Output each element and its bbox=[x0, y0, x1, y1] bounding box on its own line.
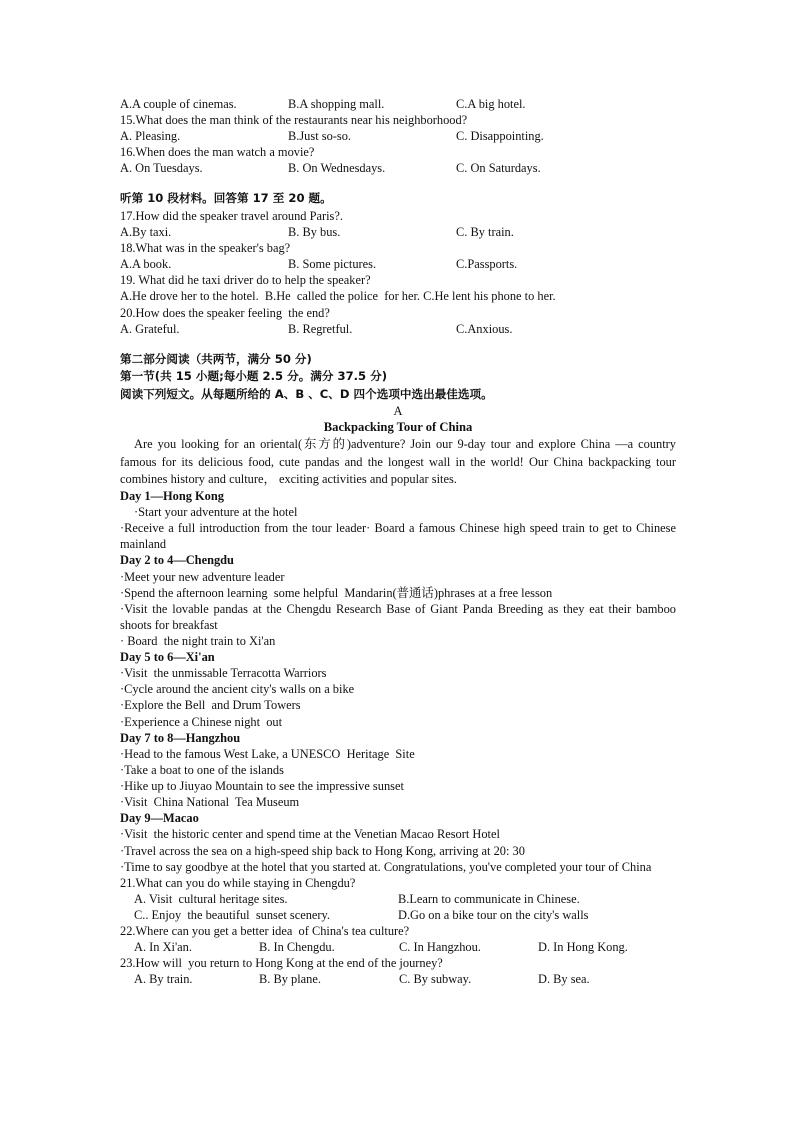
q14-option-a: A.A couple of cinemas. bbox=[120, 97, 237, 111]
q21-option-a: A. Visit cultural heritage sites. bbox=[134, 891, 288, 906]
q22-options bbox=[120, 939, 676, 955]
itinerary-item: ·Receive a full introduction from the tour leader· Board a famous Chinese high speed train to get to Chinese mainland bbox=[120, 521, 676, 552]
q22-option-c: C. In Hangzhou. bbox=[399, 940, 481, 955]
day-7-8-title: Day 7 to 8—Hangzhou bbox=[120, 730, 241, 745]
q20-options bbox=[120, 321, 676, 337]
passage-label: A bbox=[393, 404, 403, 419]
itinerary-item: ·Visit the lovable pandas at the Chengdu Research Base of Giant Panda Breeding as they eat their bamboo shoots for breakfast bbox=[120, 601, 676, 632]
passage-title: Backpacking Tour of China bbox=[323, 420, 473, 435]
q21-option-d: D.Go on a bike tour on the city's walls bbox=[398, 907, 589, 922]
q21-options-row2 bbox=[120, 907, 676, 923]
q19-stem: 19. What did he taxi driver do to help the speaker? bbox=[120, 273, 371, 288]
q16-option-c: C. On Saturdays. bbox=[456, 161, 541, 176]
itinerary-item: ·Start your adventure at the hotel bbox=[134, 505, 298, 520]
q22-stem: 22.Where can you get a better idea of China's tea culture? bbox=[120, 924, 410, 938]
itinerary-item: ·Spend the afternoon learning some helpful Mandarin(普通话)phrases at a free lesson bbox=[120, 585, 553, 600]
q20-option-c: C.Anxious. bbox=[456, 321, 513, 336]
q15-options bbox=[120, 128, 676, 144]
q20-option-b: B. Regretful. bbox=[288, 321, 353, 336]
q20-stem: 20.How does the speaker feeling the end? bbox=[120, 305, 330, 320]
reading-instructions: 阅读下列短文。从每题所给的 A、B 、C、D 四个选项中选出最佳选项。 bbox=[120, 386, 493, 401]
q23-stem: 23.How will you return to Hong Kong at the end of the journey? bbox=[120, 956, 443, 971]
q21-option-b: B.Learn to communicate in Chinese. bbox=[398, 891, 580, 906]
q22-option-a: A. In Xi'an. bbox=[134, 940, 192, 955]
q22-option-d: D. In Hong Kong. bbox=[538, 940, 628, 955]
itinerary-item: ·Take a boat to one of the islands bbox=[120, 762, 284, 777]
itinerary-item: ·Cycle around the ancient city's walls on a bike bbox=[120, 682, 355, 697]
q16-options bbox=[120, 160, 676, 176]
q16-option-a: A. On Tuesdays. bbox=[120, 161, 203, 176]
q16-stem: 16.When does the man watch a movie? bbox=[120, 145, 315, 160]
passage-intro: Are you looking for an oriental(东方的)adventure? Join our 9-day tour and explore China —a country famous for its delicious food, cute pandas and the longest wall in the world! Our China backpacking tour combines history and culture， exciting activities and popular sites. bbox=[120, 437, 676, 486]
q21-stem: 21.What can you do while staying in Chengdu? bbox=[120, 875, 356, 890]
q18-stem: 18.What was in the speaker's bag? bbox=[120, 241, 291, 256]
q15-stem: 15.What does the man think of the restaurants near his neighborhood? bbox=[120, 113, 468, 128]
q18-option-c: C.Passports. bbox=[456, 257, 518, 272]
itinerary-item: ·Visit China National Tea Museum bbox=[120, 795, 300, 810]
q18-options bbox=[120, 256, 676, 272]
q18-option-b: B. Some pictures. bbox=[288, 257, 377, 272]
q23-option-c: C. By subway. bbox=[399, 972, 472, 987]
itinerary-item: ·Travel across the sea on a high-speed ship back to Hong Kong, arriving at 20: 30 bbox=[120, 843, 525, 858]
itinerary-item: ·Meet your new adventure leader bbox=[120, 569, 285, 584]
q23-option-a: A. By train. bbox=[134, 972, 193, 987]
q14-option-b: B.A shopping mall. bbox=[288, 97, 385, 111]
day-1-title: Day 1—Hong Kong bbox=[120, 488, 224, 503]
q14-options bbox=[120, 96, 676, 112]
q17-option-c: C. By train. bbox=[456, 225, 514, 240]
itinerary-item: ·Head to the famous West Lake, a UNESCO Heritage Site bbox=[120, 746, 415, 761]
exam-page bbox=[120, 96, 676, 987]
day-9-title: Day 9—Macao bbox=[120, 811, 199, 826]
itinerary-item: ·Visit the unmissable Terracotta Warriors bbox=[120, 666, 327, 681]
q19-options: A.He drove her to the hotel. B.He called the police for her. C.He lent his phone to her. bbox=[120, 289, 556, 304]
q17-options bbox=[120, 224, 676, 240]
q16-option-b: B. On Wednesdays. bbox=[288, 161, 386, 176]
q14-option-c: C.A big hotel. bbox=[456, 97, 526, 111]
itinerary-item: ·Hike up to Jiuyao Mountain to see the impressive sunset bbox=[120, 779, 404, 794]
itinerary-item: · Board the night train to Xi'an bbox=[120, 633, 276, 648]
q18-option-a: A.A book. bbox=[120, 257, 172, 272]
q20-option-a: A. Grateful. bbox=[120, 321, 180, 336]
q17-stem: 17.How did the speaker travel around Paris?. bbox=[120, 208, 343, 223]
part2-heading: 第二部分阅读（共两节，满分 50 分) bbox=[120, 351, 312, 366]
q17-option-a: A.By taxi. bbox=[120, 225, 172, 240]
itinerary-item: ·Time to say goodbye at the hotel that you started at. Congratulations, you've completed your tour of China bbox=[120, 859, 652, 874]
q15-option-b: B.Just so-so. bbox=[288, 129, 351, 144]
section1-heading: 第一节(共 15 小题;每小题 2.5 分。满分 37.5 分) bbox=[120, 369, 388, 384]
q15-option-c: C. Disappointing. bbox=[456, 129, 544, 144]
day-2-4-title: Day 2 to 4—Chengdu bbox=[120, 553, 234, 568]
day-5-6-title: Day 5 to 6—Xi'an bbox=[120, 650, 215, 665]
q17-option-b: B. By bus. bbox=[288, 225, 341, 240]
itinerary-item: ·Explore the Bell and Drum Towers bbox=[120, 698, 301, 713]
q23-option-d: D. By sea. bbox=[538, 972, 590, 987]
q21-options-row1 bbox=[120, 891, 676, 907]
listening-10-heading: 听第 10 段材料。回答第 17 至 20 题。 bbox=[120, 191, 332, 206]
q23-option-b: B. By plane. bbox=[259, 972, 321, 987]
itinerary-item: ·Visit the historic center and spend time at the Venetian Macao Resort Hotel bbox=[120, 827, 500, 842]
itinerary-item: ·Experience a Chinese night out bbox=[120, 714, 283, 729]
q22-option-b: B. In Chengdu. bbox=[259, 940, 335, 955]
q23-options bbox=[120, 971, 676, 987]
q21-option-c: C.. Enjoy the beautiful sunset scenery. bbox=[134, 907, 331, 922]
q15-option-a: A. Pleasing. bbox=[120, 129, 181, 144]
